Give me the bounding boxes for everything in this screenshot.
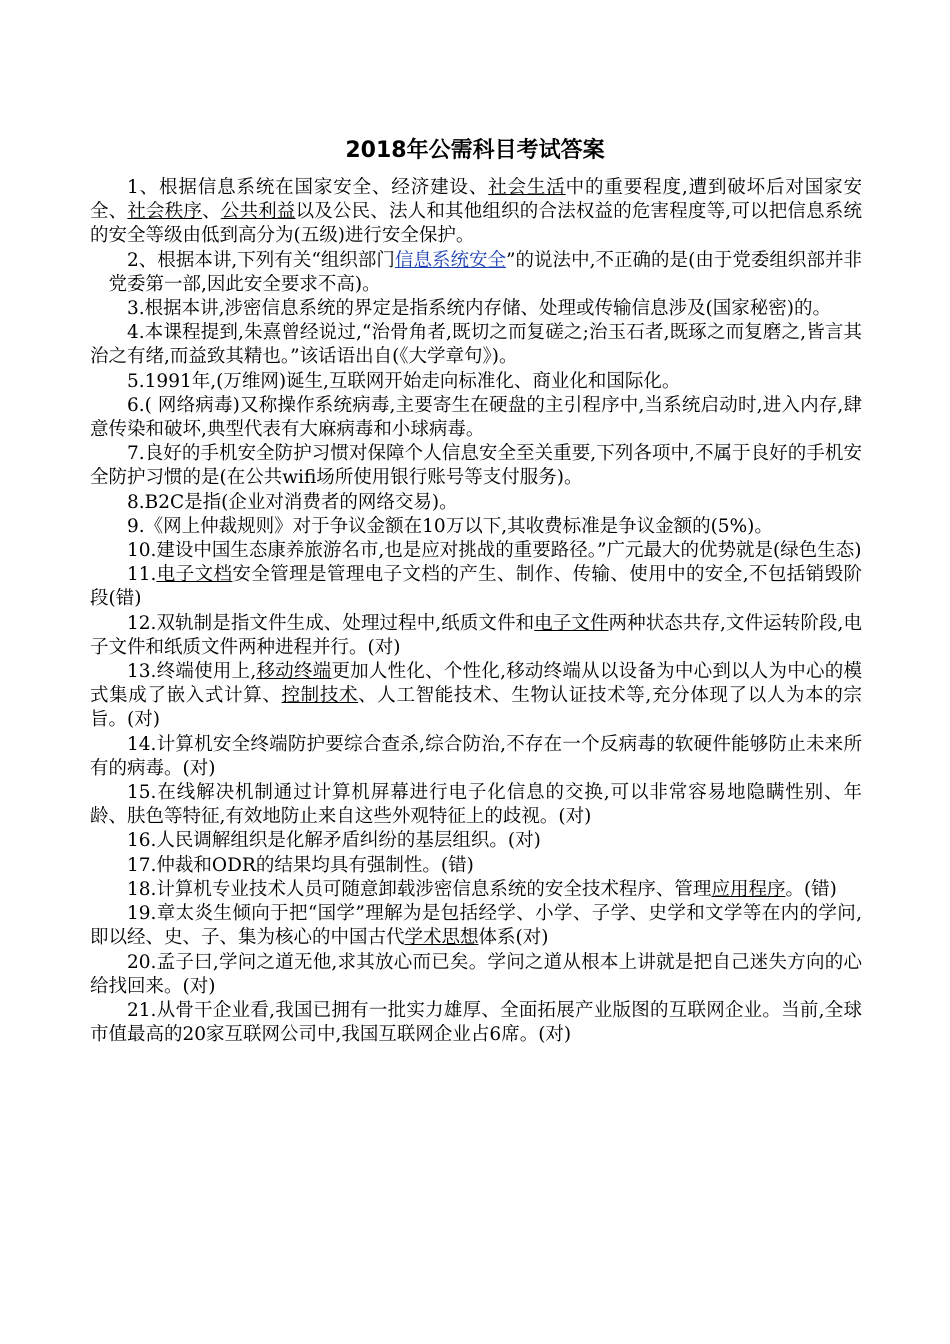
question-paragraph	[90, 854, 862, 878]
question-paragraph	[90, 321, 862, 369]
question-paragraph	[90, 902, 862, 950]
paragraph-text: 10.建设中国生态康养旅游名市,也是应对挑战的重要路径。”广元最大的优势就是(绿色生态)	[127, 540, 862, 562]
question-paragraph	[90, 370, 862, 394]
paragraph-text: 、	[202, 201, 221, 223]
paragraph-text: 12.双轨制是指文件生成、处理过程中,纸质文件和	[127, 612, 535, 634]
paragraph-text: 14.计算机安全终端防护要综合查杀,综合防治,不存在一个反病毒的软硬件能够防止未来所有的病毒。(对)	[90, 733, 862, 779]
question-paragraph	[90, 781, 862, 829]
document-title: 2018年公需科目考试答案	[345, 138, 605, 163]
paragraph-text: 体系(对)	[478, 927, 549, 949]
paragraph-text: 18.计算机专业技术人员可随意卸载涉密信息系统的安全技术程序、管理	[127, 878, 712, 900]
paragraph-text: 17.仲裁和ODR的结果均具有强制性。(错)	[127, 854, 474, 876]
question-paragraph	[90, 829, 862, 853]
paragraph-text: 16.人民调解组织是化解矛盾纠纷的基层组织。(对)	[127, 830, 541, 852]
question-paragraph	[90, 249, 862, 297]
question-paragraph	[90, 660, 862, 733]
underlined-term: 应用程序	[711, 878, 786, 900]
question-paragraph	[90, 878, 862, 902]
underlined-term: 控制技术	[281, 685, 359, 707]
question-paragraph	[90, 491, 862, 515]
hyperlink-term[interactable]: 信息系统安全	[394, 249, 507, 271]
paragraph-text: 。(错)	[785, 878, 837, 900]
question-paragraph	[90, 297, 862, 321]
paragraph-text: 安全管理是管理电子文档的产生、制作、传输、使用中的安全,不包括销毁阶段(错)	[90, 564, 862, 610]
underlined-term: 电子文档	[156, 564, 233, 586]
underlined-term: 公共利益	[220, 201, 296, 223]
question-paragraph	[90, 612, 862, 660]
paragraph-text: 2、根据本讲,下列有关“组织部门	[127, 249, 395, 271]
paragraph-text: 20.孟子曰,学问之道无他,求其放心而已矣。学问之道从根本上讲就是把自己迷失方向的心给找回来。(对)	[90, 951, 862, 997]
question-paragraph	[90, 733, 862, 781]
paragraph-text: 15.在线解决机制通过计算机屏幕进行电子化信息的交换,可以非常容易地隐瞒性别、年龄、肤色等特征,有效地防止来自这些外观特征上的歧视。(对)	[90, 782, 862, 828]
paragraph-text: 两种状态共存,文件运转阶段,电子文件和纸质文件两种进程并行。(对)	[90, 612, 862, 658]
paragraph-text: 中的重要程度,遭到破坏后对国家安全、	[90, 177, 862, 223]
underlined-term: 社会生活	[488, 177, 566, 198]
question-paragraph	[90, 563, 862, 611]
paragraph-text: 19.章太炎生倾向于把“国学”理解为是包括经学、小学、子学、史学和文学等在内的学问,即以经、史、子、集为核心的中国古代	[90, 903, 862, 949]
paragraph-text: 7.良好的手机安全防护习惯对保障个人信息安全至关重要,下列各项中,不属于良好的手机安全防护习惯的是(在公共wifi场所使用银行账号等支付服务)。	[90, 443, 862, 489]
underlined-term: 移动终端	[256, 661, 332, 683]
paragraph-text: ”的说法中,不正确的是(由于党委组织部并非党委第一部,因此安全要求不高)。	[108, 249, 862, 295]
underlined-term: 学术思想	[404, 927, 479, 949]
paragraph-text: 、人工智能技术、生物认证技术等,充分体现了以人为本的宗旨。(对)	[90, 685, 862, 731]
paragraph-text: 5.1991年,(万维网)诞生,互联网开始走向标准化、商业化和国际化。	[127, 370, 681, 392]
question-paragraph	[90, 394, 862, 442]
paragraph-text: 13.终端使用上,	[127, 661, 257, 683]
paragraph-text: 3.根据本讲,涉密信息系统的界定是指系统内存储、处理或传输信息涉及(国家秘密)的。	[127, 298, 831, 320]
underlined-term: 电子文件	[534, 612, 609, 634]
document-body	[90, 176, 862, 1047]
paragraph-text: 21.从骨干企业看,我国已拥有一批实力雄厚、全面拓展产业版图的互联网企业。当前,全球市值最高的20家互联网公司中,我国互联网企业占6席。(对)	[90, 999, 862, 1046]
question-paragraph	[90, 442, 862, 490]
question-paragraph	[90, 999, 862, 1047]
question-paragraph	[90, 515, 862, 539]
paragraph-text: 11.	[127, 564, 157, 586]
paragraph-text: 9.《网上仲裁规则》对于争议金额在10万以下,其收费标准是争议金额的(5%)。	[127, 515, 773, 537]
question-paragraph	[90, 951, 862, 999]
underlined-term: 社会秩序	[127, 201, 203, 223]
paragraph-text: 6.( 网络病毒)又称操作系统病毒,主要寄生在硬盘的主引程序中,当系统启动时,进入内存,肆意传染和破坏,典型代表有大麻病毒和小球病毒。	[90, 394, 862, 441]
paragraph-text: 更加人性化、个性化,移动终端从以设备为中心到以人为中心的模式集成了嵌入式计算、	[90, 661, 862, 707]
paragraph-text: 以及公民、法人和其他组织的合法权益的危害程度等,可以把信息系统的安全等级由低到高分为(五级)进行安全保护。	[90, 201, 862, 247]
paragraph-text: 1、根据信息系统在国家安全、经济建设、	[127, 177, 489, 198]
question-paragraph	[90, 176, 862, 249]
question-paragraph	[90, 539, 862, 563]
paragraph-text: 8.B2C是指(企业对消费者的网络交易)。	[127, 491, 458, 513]
paragraph-text: 4.本课程提到,朱熹曾经说过,“治骨角者,既切之而复磋之;治玉石者,既琢之而复磨之,皆言其治之有绪,而益致其精也。”该话语出自(《大学章句》)。	[90, 322, 862, 368]
